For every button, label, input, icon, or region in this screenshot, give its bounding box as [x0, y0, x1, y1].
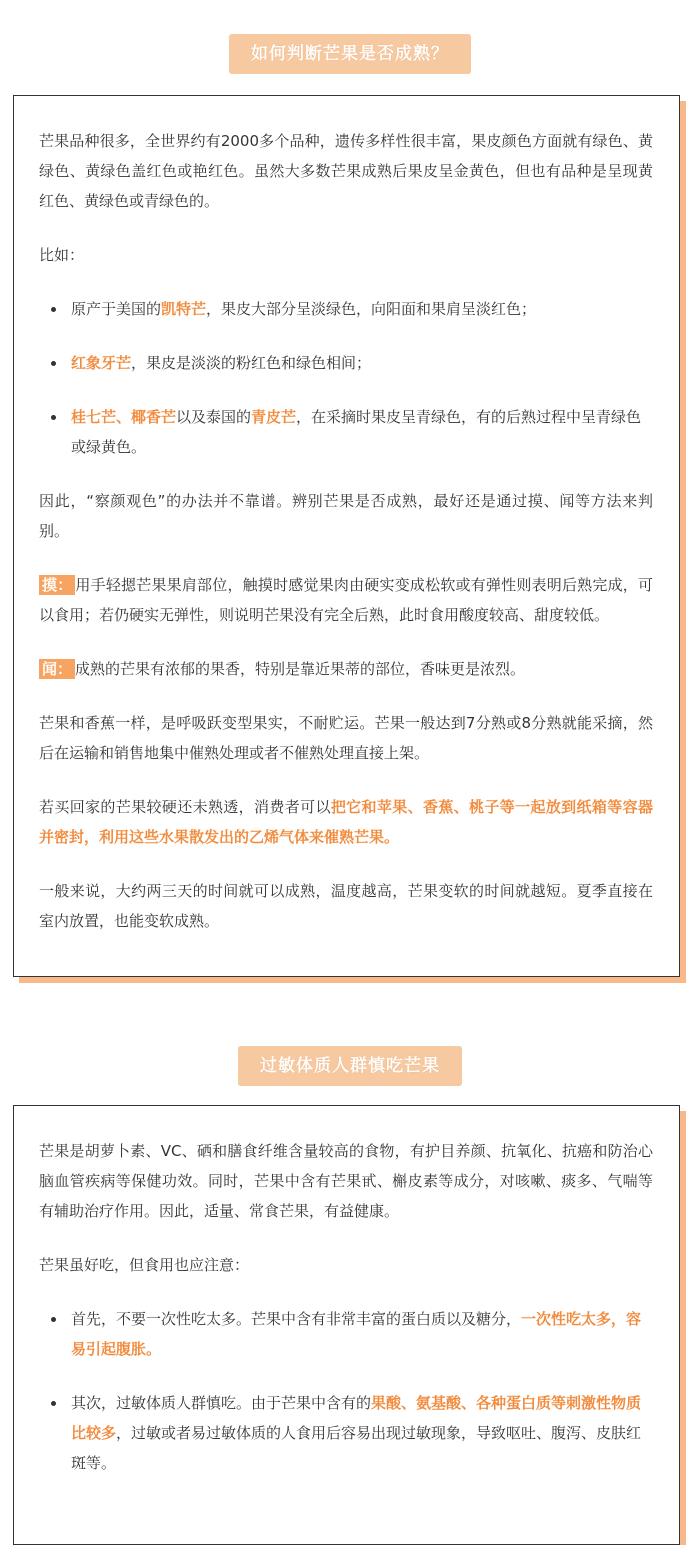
paragraph-time: 一般来说，大约两三天的时间就可以成熟，温度越高，芒果变软的时间就越短。夏季直接在室内放置，也能变软成熟。 — [39, 882, 653, 930]
content-card-1 — [13, 95, 680, 977]
variety-list — [39, 294, 653, 462]
content-card-2 — [13, 1105, 680, 1545]
caution-list — [39, 1304, 653, 1478]
list-item: • 原产于美国的凯特芒，果皮大部分呈淡绿色，向阳面和果肩呈淡红色； — [67, 294, 653, 324]
touch-tag: 摸： — [39, 575, 75, 595]
smell-tag: 闻： — [39, 659, 75, 679]
paragraph-touch: 摸： 用手轻摁芒果果肩部位，触摸时感觉果肉由硬实变成松软或有弹性则表明后熟完成，可以食用；若仍硬实无弹性，则说明芒果没有完全后熟，此时食用酸度较高、甜度较低。 — [39, 576, 653, 624]
paragraph-therefore: 因此，“察颜观色”的办法并不靠谱。辨别芒果是否成熟，最好还是通过摸、闻等方法来判别。 — [39, 492, 653, 540]
list-item: • 红象牙芒，果皮是淡淡的粉红色和绿色相间； — [67, 348, 653, 378]
paragraph-for-example: 比如： — [39, 246, 85, 264]
paragraph-nutrition: 芒果是胡萝卜素、VC、硒和膳食纤维含量较高的食物，有护目养颜、抗氧化、抗癌和防治心脑血管疾病等保健功效。同时，芒果中含有芒果甙、槲皮素等成分，对咳嗽、痰多、气喘等有辅助治疗作用。因此，适量、常食芒果，有益健康。 — [39, 1142, 653, 1220]
list-item: • 首先，不要一次性吃太多。芒果中含有非常丰富的蛋白质以及糖分，一次性吃太多，容易引起腹胀。 — [67, 1304, 653, 1364]
paragraph-caution: 芒果虽好吃，但食用也应注意： — [39, 1256, 250, 1274]
section-title-wrap-1 — [0, 34, 700, 74]
section-title-1: 如何判断芒果是否成熟？ — [229, 34, 471, 74]
list-item: • 桂七芒、椰香芒以及泰国的青皮芒，在采摘时果皮呈青绿色，有的后熟过程中呈青绿色或绿黄色。 — [67, 402, 653, 462]
paragraph-climacteric: 芒果和香蕉一样，是呼吸跃变型果实，不耐贮运。芒果一般达到7分熟或8分熟就能采摘，然后在运输和销售地集中催熟处理或者不催熟处理直接上架。 — [39, 714, 653, 762]
paragraph-smell: 闻： 成熟的芒果有浓郁的果香，特别是靠近果蒂的部位，香味更是浓烈。 — [39, 654, 653, 684]
paragraph-ripening-tip: 若买回家的芒果较硬还未熟透，消费者可以把它和苹果、香蕉、桃子等一起放到纸箱等容器并密封，利用这些水果散发出的乙烯气体来催熟芒果。 — [39, 798, 653, 846]
paragraph-varieties: 芒果品种很多，全世界约有2000多个品种，遗传多样性很丰富，果皮颜色方面就有绿色、黄绿色、黄绿色盖红色或艳红色。虽然大多数芒果成熟后果皮呈金黄色，但也有品种是呈现黄红色、黄绿色或青绿色的。 — [39, 132, 653, 210]
list-item: • 其次，过敏体质人群慎吃。由于芒果中含有的果酸、氨基酸、各种蛋白质等刺激性物质比较多，过敏或者易过敏体质的人食用后容易出现过敏现象，导致呕吐、腹泻、皮肤红斑等。 — [67, 1388, 653, 1478]
section-title-wrap-2 — [0, 1046, 700, 1086]
section-title-2: 过敏体质人群慎吃芒果 — [238, 1046, 462, 1086]
